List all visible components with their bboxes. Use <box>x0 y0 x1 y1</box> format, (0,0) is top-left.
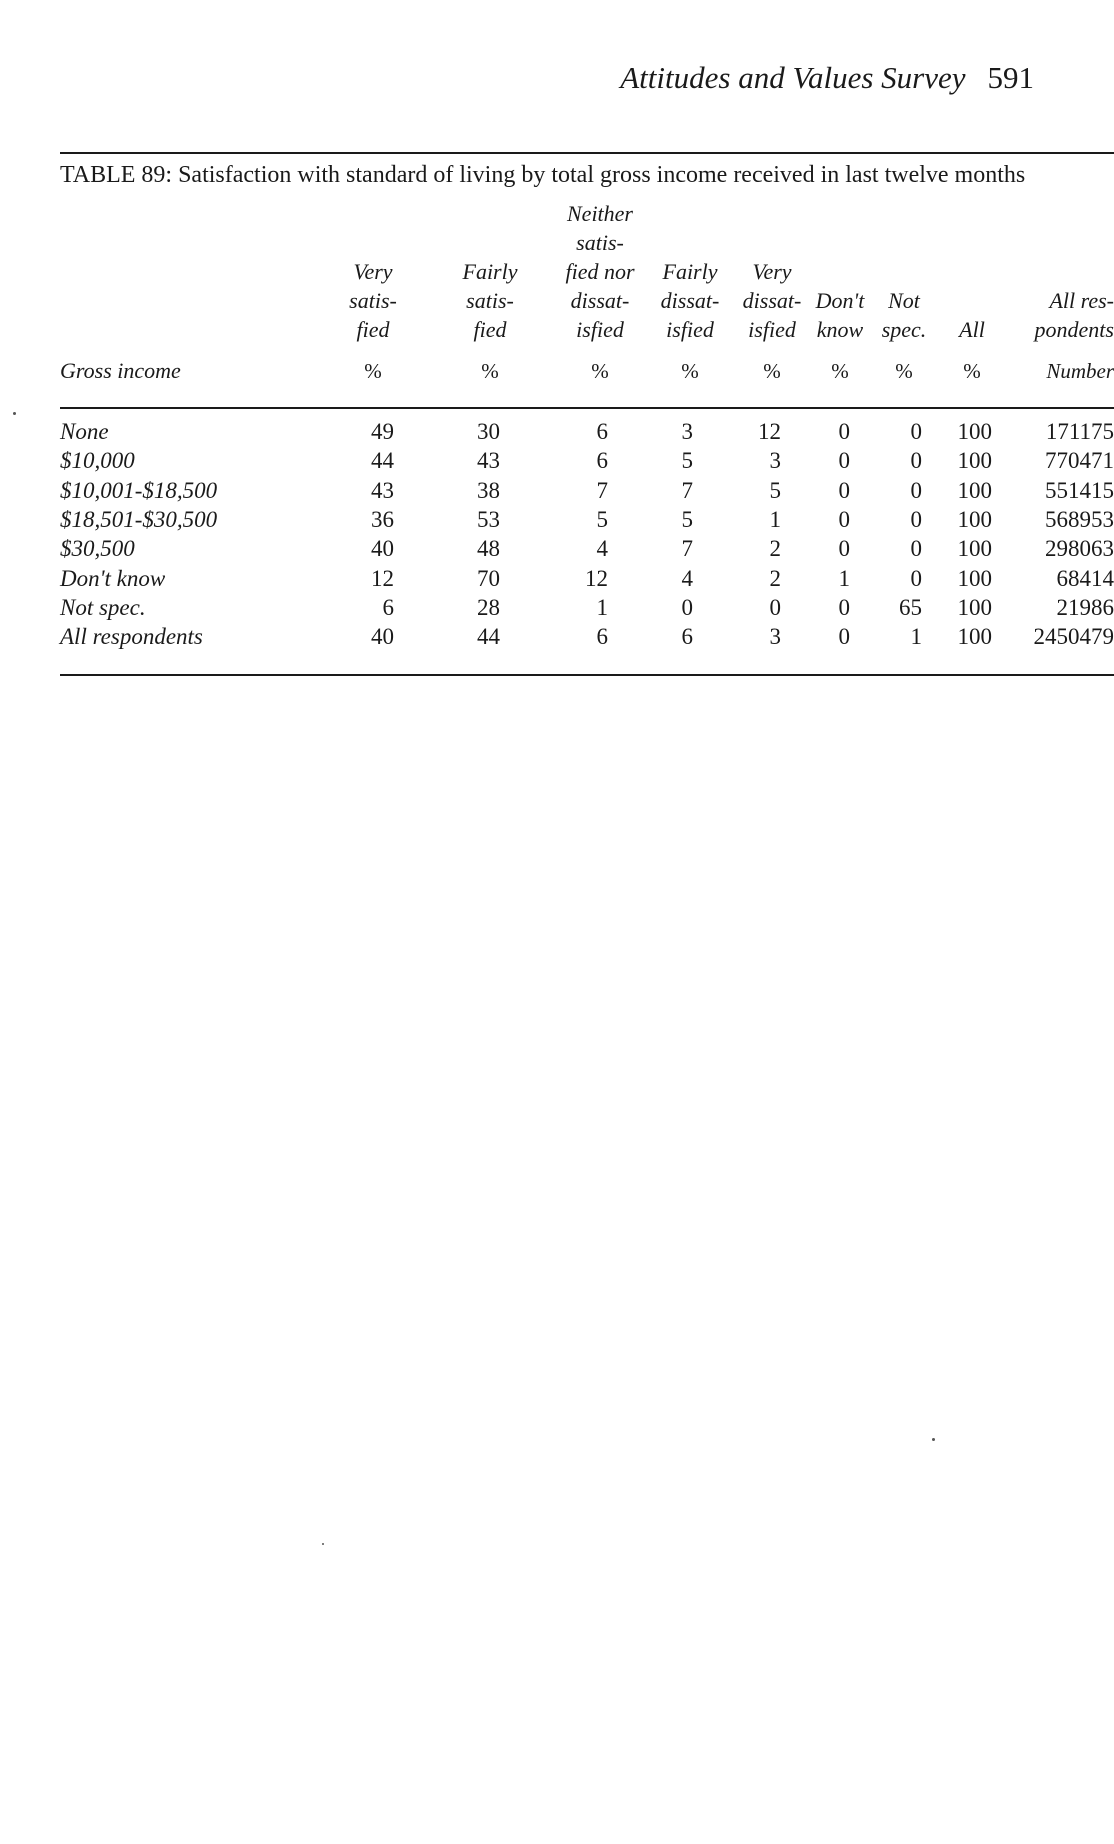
column-header-line: dissat- <box>570 288 630 313</box>
table-row <box>0 476 1114 505</box>
table-cell: 0 <box>838 536 850 562</box>
running-head <box>620 60 1034 96</box>
table-cell: 0 <box>681 594 693 620</box>
table-cell: 6 <box>596 448 608 474</box>
table-cell: 0 <box>838 448 850 474</box>
table-title: TABLE 89: Satisfaction with standard of living by total gross income received in last twelve months <box>60 162 1026 188</box>
table-cell: 0 <box>910 536 922 562</box>
table-cell: 0 <box>838 419 850 444</box>
table-cell: 6 <box>382 594 394 620</box>
table-cell: 0 <box>838 624 850 650</box>
table-cell: 6 <box>596 419 608 444</box>
column-unit: % <box>831 359 849 383</box>
table-cell: 7 <box>681 536 693 562</box>
table-cell: 49 <box>371 419 394 444</box>
column-header-line: Not <box>888 288 920 313</box>
column-header-line: know <box>816 317 864 342</box>
column-unit: % <box>895 359 913 383</box>
table-cell: 568953 <box>1045 506 1114 532</box>
table-cell: 0 <box>910 419 922 444</box>
column-header-line: All <box>959 317 985 342</box>
table-cell: 43 <box>477 448 500 474</box>
table-cell: 3 <box>681 419 693 444</box>
table-cell: 1 <box>596 594 608 620</box>
table-cell: 0 <box>769 594 781 620</box>
column-header-line: satis- <box>349 288 397 313</box>
table-cell: 5 <box>769 477 781 503</box>
column-header-line: pondents <box>1034 317 1114 342</box>
stub-header: Gross income <box>60 358 181 383</box>
column-header-line: dissat- <box>742 288 802 313</box>
table-cell: 1 <box>910 624 922 650</box>
table-cell: 38 <box>477 477 500 503</box>
table-row <box>0 534 1114 563</box>
table-cell: 0 <box>838 594 850 620</box>
table-cell: 770471 <box>1045 448 1114 474</box>
column-unit: % <box>963 359 981 383</box>
column-header-line: isfied <box>666 317 714 342</box>
table-cell: 100 <box>957 536 992 562</box>
speck <box>932 1438 935 1441</box>
column-header-line: Very <box>752 259 792 284</box>
table-cell: 30 <box>477 419 500 444</box>
row-label: $10,000 <box>60 448 135 474</box>
column-header-line: dissat- <box>660 288 720 313</box>
speck <box>13 412 16 415</box>
column-unit: % <box>763 359 781 383</box>
column-header-line: fied <box>356 317 390 342</box>
table-cell: 1 <box>769 506 781 532</box>
table-cell: 4 <box>596 536 608 562</box>
column-header-line: isfied <box>576 317 624 342</box>
table-cell: 3 <box>769 624 781 650</box>
column-unit: % <box>364 359 382 383</box>
table-row <box>0 622 1114 651</box>
table-cell: 100 <box>957 624 992 650</box>
table-cell: 100 <box>957 506 992 532</box>
row-label: Not spec. <box>60 594 146 620</box>
column-header-line: satis- <box>466 288 514 313</box>
table-cell: 12 <box>758 419 781 444</box>
table-row <box>0 417 1114 446</box>
column-header-line: isfied <box>748 317 796 342</box>
table-cell: 44 <box>477 624 500 650</box>
column-header-line: satis- <box>576 230 624 255</box>
table-cell: 0 <box>838 477 850 503</box>
table-cell: 40 <box>371 536 394 562</box>
column-header-line: Fairly <box>462 259 518 284</box>
table-cell: 1 <box>838 565 850 591</box>
table-cell: 28 <box>477 594 500 620</box>
table-cell: 100 <box>957 448 992 474</box>
table-cell: 5 <box>681 506 693 532</box>
table-cell: 65 <box>899 594 922 620</box>
table-cell: 100 <box>957 565 992 591</box>
table-row <box>0 564 1114 593</box>
table-cell: 7 <box>681 477 693 503</box>
column-header-line: Don't <box>815 288 865 313</box>
column-header-line: fied <box>473 317 507 342</box>
table-cell: 12 <box>585 565 608 591</box>
table-cell: 5 <box>596 506 608 532</box>
column-unit: Number <box>1046 359 1114 383</box>
table-cell: 48 <box>477 536 500 562</box>
table-cell: 7 <box>596 477 608 503</box>
row-label: $30,500 <box>60 536 135 562</box>
column-header-line: fied nor <box>565 259 635 284</box>
column-unit: % <box>591 359 609 383</box>
table-cell: 43 <box>371 477 394 503</box>
table-cell: 3 <box>769 448 781 474</box>
row-label: Don't know <box>60 565 166 591</box>
table-cell: 2450479 <box>1033 624 1114 650</box>
table-cell: 2 <box>769 536 781 562</box>
table-cell: 70 <box>477 565 500 591</box>
table-cell: 44 <box>371 448 394 474</box>
row-label: None <box>60 419 109 444</box>
page-number: 591 <box>987 60 1034 95</box>
table-cell: 6 <box>596 624 608 650</box>
table-cell: 100 <box>957 594 992 620</box>
column-header-line: Very <box>353 259 393 284</box>
table-cell: 6 <box>681 624 693 650</box>
column-header-line: Fairly <box>662 259 718 284</box>
table-bottom-rule <box>60 674 1114 676</box>
table-cell: 40 <box>371 624 394 650</box>
running-head-title: Attitudes and Values Survey <box>620 60 966 95</box>
row-label: All respondents <box>60 624 203 650</box>
table-cell: 2 <box>769 565 781 591</box>
table-cell: 36 <box>371 506 394 532</box>
table-row <box>0 593 1114 622</box>
column-unit: % <box>681 359 699 383</box>
table-row <box>0 505 1114 534</box>
table-cell: 68414 <box>1056 565 1114 591</box>
table-cell: 171175 <box>1045 419 1114 444</box>
table-cell: 0 <box>910 477 922 503</box>
column-header-line: Neither <box>567 201 633 226</box>
table-cell: 5 <box>681 448 693 474</box>
table-cell: 0 <box>910 565 922 591</box>
table-cell: 0 <box>910 448 922 474</box>
table-cell: 0 <box>910 506 922 532</box>
row-label: $18,501-$30,500 <box>60 506 218 532</box>
table-row <box>0 446 1114 475</box>
column-unit: % <box>481 359 499 383</box>
table-cell: 298063 <box>1045 536 1114 562</box>
header-divider-rule <box>60 407 1114 409</box>
table-top-rule <box>60 152 1114 154</box>
table-cell: 100 <box>957 419 992 444</box>
table-cell: 551415 <box>1045 477 1114 503</box>
column-header-line: All res- <box>1049 288 1114 313</box>
table-cell: 53 <box>477 506 500 532</box>
table-cell: 21986 <box>1056 594 1114 620</box>
table-cell: 4 <box>681 565 693 591</box>
table-cell: 0 <box>838 506 850 532</box>
table-cell: 100 <box>957 477 992 503</box>
speck <box>322 1543 324 1545</box>
table-cell: 12 <box>371 565 394 591</box>
row-label: $10,001-$18,500 <box>60 477 218 503</box>
column-header-line: spec. <box>881 317 927 342</box>
